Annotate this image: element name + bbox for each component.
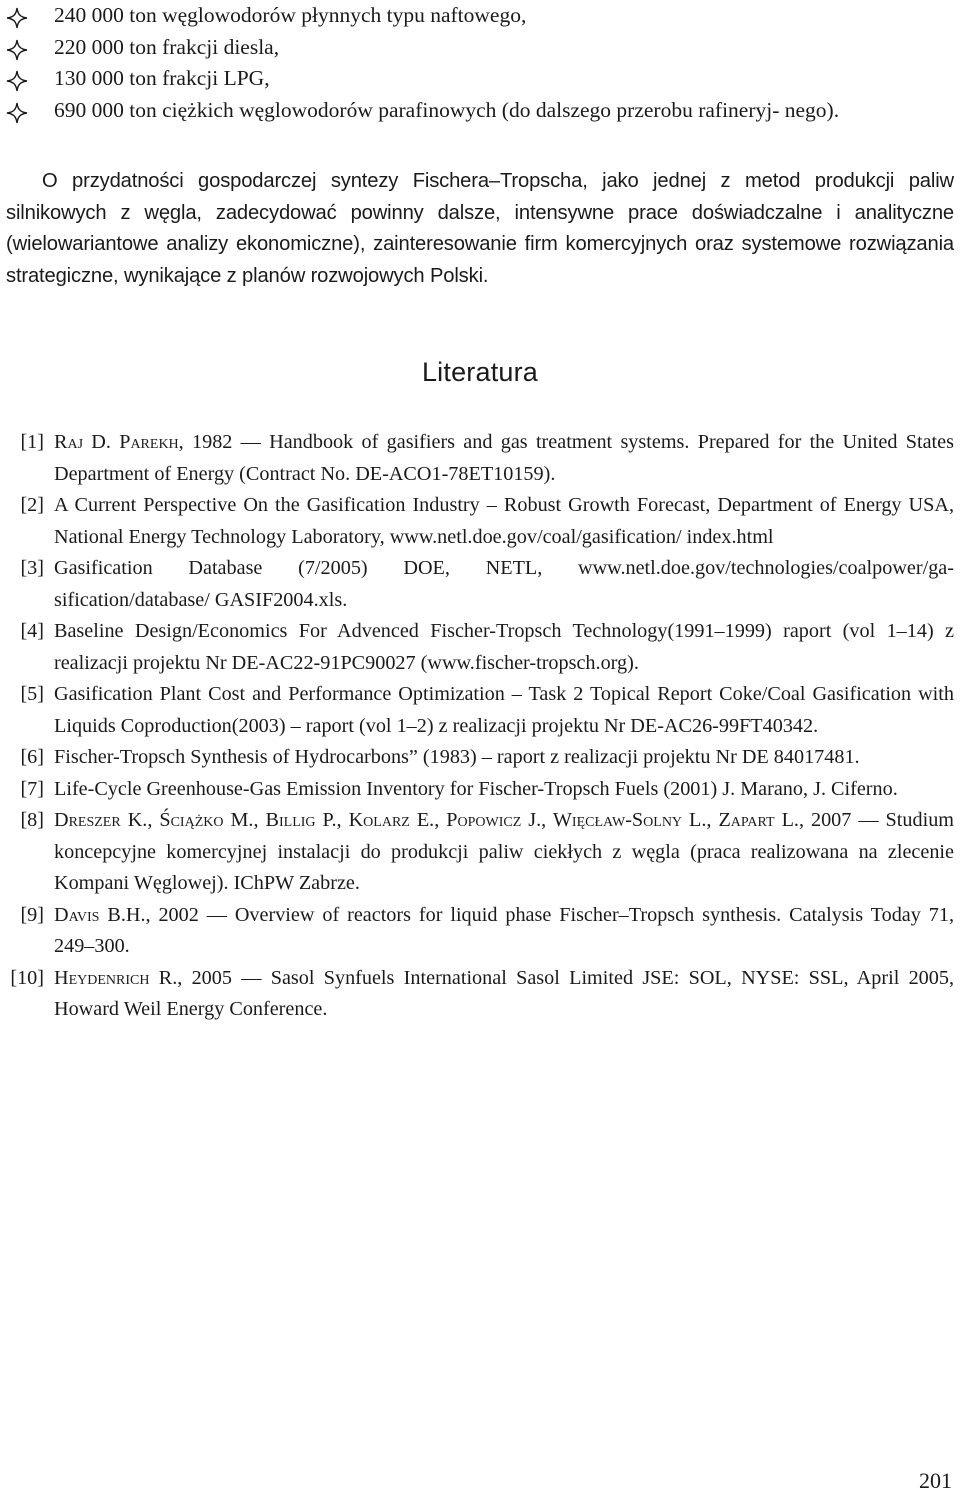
section-heading: Literatura — [421, 357, 539, 387]
reference-item — [0, 963, 954, 1026]
reference-text: Baseline Design/Economics For Advenced Fischer-Tropsch Technology(1991–1999) raport (vol 1–14) z realizacji projektu Nr DE-AC22-91PC90027 (www.fischer-tropsch.org). — [54, 620, 954, 674]
reference-item — [0, 742, 954, 774]
reference-list — [0, 427, 954, 1026]
reference-authors: Davis B.H. — [54, 903, 146, 926]
reference-number: [2] — [20, 494, 44, 516]
reference-text: Life-Cycle Greenhouse-Gas Emission Inventory for Fischer-Tropsch Fuels (2001) J. Marano, J. Ciferno. — [54, 777, 898, 800]
page-number: 201 — [919, 1468, 952, 1493]
reference-text: , 1982 — Handbook of gasifiers and gas treatment systems. Prepared for the United States Department of Energy (Contract No. DE-ACO1-78ET10159). — [54, 431, 954, 485]
reference-text: , 2002 — Overview of reactors for liquid phase Fischer–Tropsch synthesis. Catalysis Today 71, 249–300. — [54, 903, 954, 957]
four-point-star-icon — [6, 7, 28, 29]
reference-item — [0, 900, 954, 963]
bullet-text: 130 000 ton frakcji LPG, — [54, 66, 270, 90]
reference-item — [0, 774, 954, 806]
reference-item — [0, 427, 954, 490]
reference-number: [5] — [20, 683, 44, 705]
reference-item — [0, 553, 954, 616]
reference-text: , 2007 — Studium koncepcyjne komercyjnej instalacji do produkcji paliw ciekłych z węgla (praca realizowana na zlecenie Kompani Węglowej). IChPW Zabrze. — [54, 809, 954, 894]
reference-number: [1] — [20, 431, 44, 453]
reference-text: A Current Perspective On the Gasification Industry – Robust Growth Forecast, Department of Energy USA, National Energy Technology Laboratory, www.netl.doe.gov/coal/gasification/ index.html — [54, 494, 954, 548]
bullet-list — [6, 0, 954, 126]
reference-item — [0, 490, 954, 553]
reference-authors: Dreszer K., Ściążko M., Billig P., Kolarz E., Popowicz J., Więcław-Solny L., Zapart L. — [54, 809, 799, 831]
four-point-star-icon — [6, 39, 28, 61]
reference-text: Gasification Database (7/2005) DOE, NETL, www.netl.doe.gov/technologies/coalpower/ga- sification/database/ GASIF2004.xls. — [54, 557, 954, 611]
list-item — [6, 63, 954, 95]
list-item — [6, 32, 954, 64]
reference-number: [8] — [20, 809, 44, 831]
bullet-text: 690 000 ton ciężkich węglowodorów parafinowych (do dalszego przerobu rafineryj- nego). — [54, 97, 840, 122]
bullet-text: 220 000 ton frakcji diesla, — [54, 34, 280, 59]
bullet-text: 240 000 ton węglowodorów płynnych typu naftowego, — [54, 3, 527, 27]
reference-item — [0, 616, 954, 679]
reference-number: [9] — [20, 903, 44, 926]
list-item — [6, 0, 954, 32]
reference-authors: Heydenrich R. — [54, 966, 178, 989]
reference-number: [3] — [20, 557, 44, 579]
reference-text: Fischer-Tropsch Synthesis of Hydrocarbons” (1983) – raport z realizacji projektu Nr DE 84017481. — [54, 746, 860, 768]
reference-number: [6] — [20, 746, 44, 768]
reference-authors: Raj D. Parekh — [54, 431, 179, 453]
reference-item — [0, 679, 954, 742]
reference-text: , 2005 — Sasol Synfuels International Sasol Limited JSE: SOL, NYSE: SSL, April 2005, Howard Weil Energy Conference. — [54, 966, 955, 1020]
list-item — [6, 95, 954, 127]
reference-text: Gasification Plant Cost and Performance Optimization – Task 2 Topical Report Coke/Coal Gasification with Liquids Coproduction(2003) – raport (vol 1–2) z realizacji projektu Nr DE-AC26-99FT40342. — [54, 683, 954, 737]
reference-item — [0, 805, 954, 900]
reference-number: [10] — [10, 966, 44, 989]
reference-number: [4] — [20, 620, 44, 642]
four-point-star-icon — [6, 70, 28, 92]
four-point-star-icon — [6, 102, 28, 124]
body-paragraph: O przydatności gospodarczej syntezy Fischera–Tropscha, jako jednej z metod produkcji paliw silnikowych z węgla, zadecydować powinny dalsze, intensywne prace doświadczalne i analityczne (wielowariantowe analizy ekonomiczne), zainteresowanie firm komercyjnych oraz systemowe rozwiązania strategiczne, wynikające z planów rozwojowych Polski. — [6, 170, 954, 287]
reference-number: [7] — [20, 777, 44, 800]
